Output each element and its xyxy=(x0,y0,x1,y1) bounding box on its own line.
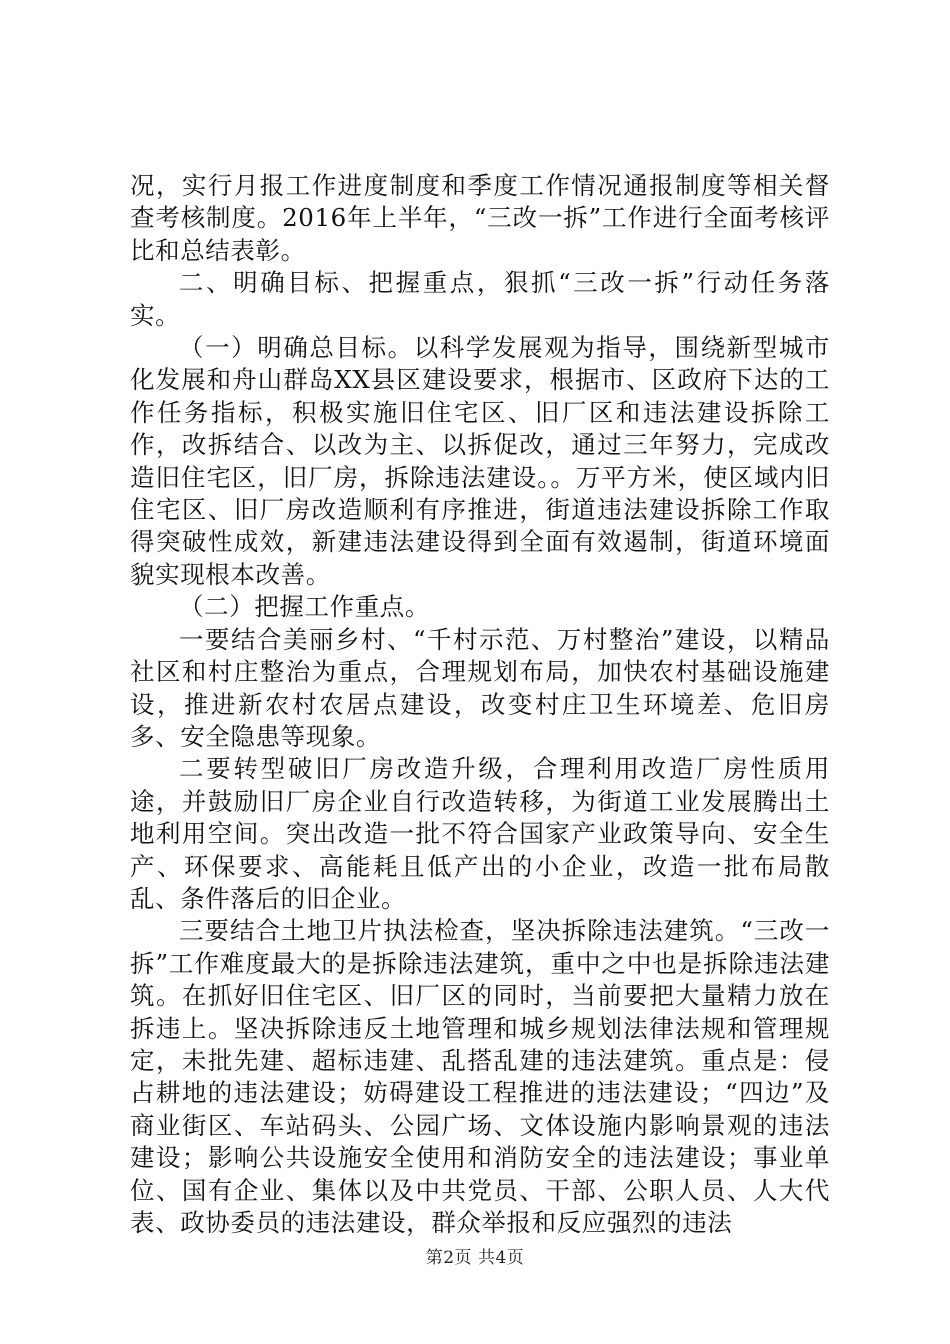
paragraph-1: 况，实行月报工作进度制度和季度工作情况通报制度等相关督查考核制度。2016年上半年，“三改一拆”工作进行全面考核评比和总结表彰。 xyxy=(130,171,830,265)
paragraph-2: 二、明确目标、把握重点，狠抓“三改一拆”行动任务落实。 xyxy=(130,268,830,330)
paragraph-4: （二）把握工作重点。 xyxy=(179,592,430,622)
paragraph-5: 一要结合美丽乡村、“千村示范、万村整治”建设，以精品社区和村庄整治为重点，合理规划布局，加快农村基础设施建设，推进新农村农居点建设，改变村庄卫生环境差、危旧房多、安全隐患等现象。 xyxy=(130,624,830,751)
paragraph-7: 三要结合土地卫片执法检查，坚决拆除违法建筑。“三改一拆”工作难度最大的是拆除违法建筑，重中之中也是拆除违法建筑。在抓好旧住宅区、旧厂区的同时，当前要把大量精力放在拆违上。坚决拆除违反土地管理和城乡规划法律法规和管理规定，未批先建、超标违建、乱搭乱建的违法建筑。重点是：侵占耕地的违法建设；妨碍建设工程推进的违法建设；“四边”及商业街区、车站码头、公园广场、文体设施内影响景观的违法建设；影响公共设施安全使用和消防安全的违法建设；事业单位、国有企业、集体以及中共党员、干部、公职人员、人大代表、政协委员的违法建设，群众举报和反应强烈的违法 xyxy=(130,916,830,1237)
paragraph-6: 二要转型破旧厂房改造升级，合理利用改造厂房性质用途，并鼓励旧厂房企业自行改造转移，为街道工业发展腾出土地利用空间。突出改造一批不符合国家产业政策导向、安全生产、环保要求、高能耗且低产出的小企业，改造一批布局散乱、条件落后的旧企业。 xyxy=(130,754,830,913)
paragraph-3: （一）明确总目标。以科学发展观为指导，围绕新型城市化发展和舟山群岛XX县区建设要求，根据市、区政府下达的工作任务指标，积极实施旧住宅区、旧厂区和违法建设拆除工作，改拆结合、以改为主、以拆促改，通过三年努力，完成改造旧住宅区，旧厂房，拆除违法建设。。万平方米，使区域内旧住宅区、旧厂房改造顺利有序推进，街道违法建设拆除工作取得突破性成效，新建违法建设得到全面有效遏制，街道环境面貌实现根本改善。 xyxy=(130,333,830,589)
page-number-footer: 第2页 共4页 xyxy=(425,1248,525,1268)
document-body xyxy=(130,170,830,1239)
